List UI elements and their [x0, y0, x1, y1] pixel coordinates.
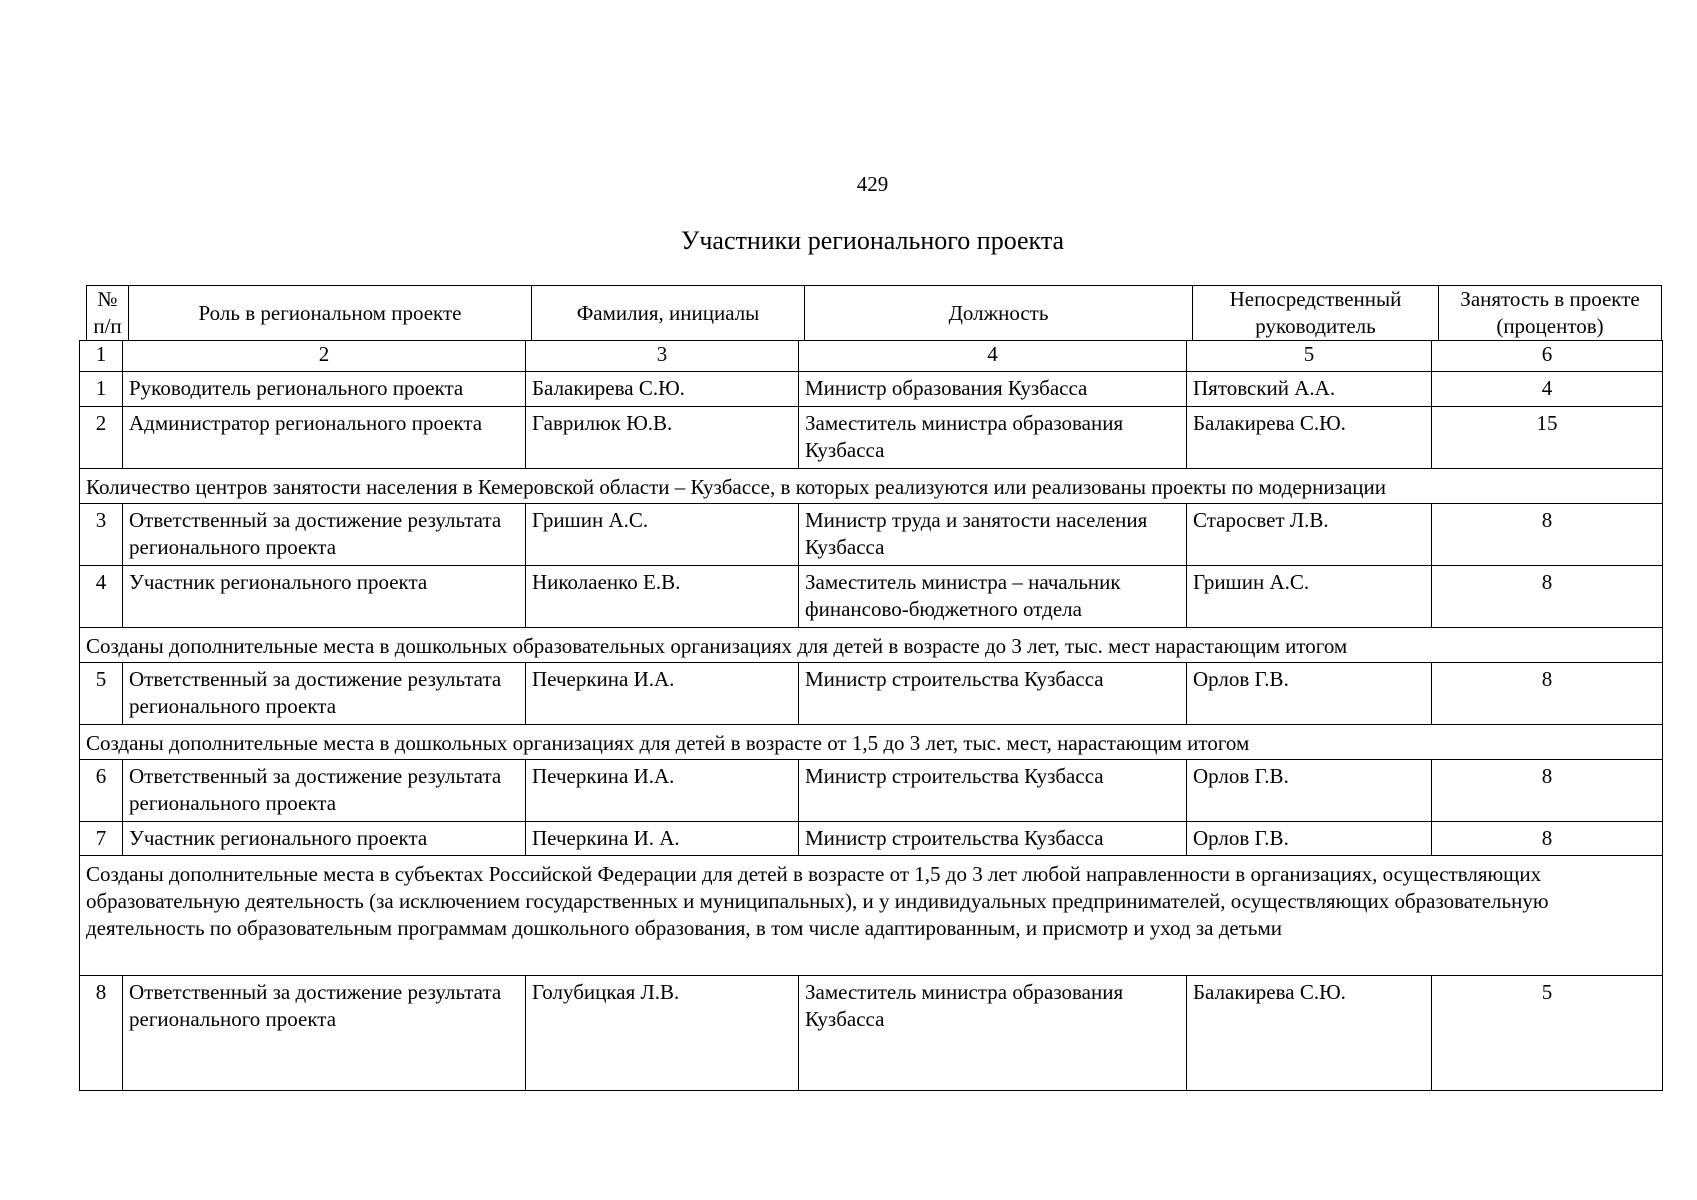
- row-supervisor: Старосвет Л.В.: [1187, 504, 1432, 566]
- table-row: [80, 504, 1663, 566]
- row-employment: 5: [1432, 976, 1663, 1091]
- section-row: [80, 856, 1663, 976]
- row-position: Министр строительства Кузбасса: [799, 760, 1187, 822]
- row-num: 7: [80, 822, 123, 856]
- header-name: Фамилия, инициалы: [532, 286, 805, 341]
- participants-table: [79, 340, 1663, 1091]
- row-position: Министр строительства Кузбасса: [799, 822, 1187, 856]
- row-supervisor: Балакирева С.Ю.: [1187, 976, 1432, 1091]
- row-num: 2: [80, 407, 123, 469]
- row-name: Печеркина И. А.: [526, 822, 799, 856]
- row-supervisor: Гришин А.С.: [1187, 566, 1432, 628]
- header-role: Роль в региональном проекте: [129, 286, 532, 341]
- row-num: 3: [80, 504, 123, 566]
- row-role: Руководитель регионального проекта: [123, 372, 526, 407]
- row-name: Гаврилюк Ю.В.: [526, 407, 799, 469]
- row-position: Заместитель министра образования Кузбасса: [799, 976, 1187, 1091]
- table-row: [80, 822, 1663, 856]
- section-title: Количество центров занятости населения в Кемеровской области – Кузбассе, в которых реализуются или реализованы проекты по модернизации: [80, 469, 1663, 504]
- column-number-row: [80, 341, 1663, 372]
- row-supervisor: Орлов Г.В.: [1187, 822, 1432, 856]
- column-number: 2: [123, 341, 526, 372]
- column-number: 3: [526, 341, 799, 372]
- row-role: Ответственный за достижение результата регионального проекта: [123, 976, 526, 1091]
- row-name: Николаенко Е.В.: [526, 566, 799, 628]
- row-num: 1: [80, 372, 123, 407]
- header-supervisor: Непосредственный руководитель: [1193, 286, 1439, 341]
- row-role: Ответственный за достижение результата регионального проекта: [123, 663, 526, 725]
- column-number: 5: [1187, 341, 1432, 372]
- row-supervisor: Балакирева С.Ю.: [1187, 407, 1432, 469]
- header-num: № п/п: [87, 286, 129, 341]
- section-title: Созданы дополнительные места в субъектах Российской Федерации для детей в возрасте от 1,5 до 3 лет любой направленности в организациях, осуществляющих образовательную деятельность (за исключением государственных и муниципальных), и у индивидуальных предпринимателей, осуществляющих образовательную деятельность по образовательным программам дошкольного образования, в том числе адаптированным, и присмотр и уход за детьми: [80, 856, 1663, 976]
- row-employment: 8: [1432, 504, 1663, 566]
- row-position: Министр труда и занятости населения Кузбасса: [799, 504, 1187, 566]
- table-row: [80, 372, 1663, 407]
- table-row: [80, 976, 1663, 1091]
- row-supervisor: Орлов Г.В.: [1187, 663, 1432, 725]
- row-num: 8: [80, 976, 123, 1091]
- row-employment: 8: [1432, 663, 1663, 725]
- row-employment: 8: [1432, 822, 1663, 856]
- row-num: 5: [80, 663, 123, 725]
- row-position: Министр строительства Кузбасса: [799, 663, 1187, 725]
- row-name: Печеркина И.А.: [526, 760, 799, 822]
- page-number: 429: [856, 172, 889, 196]
- row-name: Печеркина И.А.: [526, 663, 799, 725]
- row-role: Администратор регионального проекта: [123, 407, 526, 469]
- table-row: [80, 663, 1663, 725]
- row-role: Участник регионального проекта: [123, 822, 526, 856]
- row-num: 6: [80, 760, 123, 822]
- table-header: [86, 285, 1662, 341]
- section-row: [80, 628, 1663, 663]
- row-employment: 15: [1432, 407, 1663, 469]
- header-row: [87, 286, 1662, 341]
- column-number: 4: [799, 341, 1187, 372]
- row-position: Заместитель министра – начальник финансово-бюджетного отдела: [799, 566, 1187, 628]
- row-employment: 8: [1432, 760, 1663, 822]
- row-supervisor: Орлов Г.В.: [1187, 760, 1432, 822]
- row-name: Гришин А.С.: [526, 504, 799, 566]
- row-position: Заместитель министра образования Кузбасса: [799, 407, 1187, 469]
- header-employment: Занятость в проекте (процентов): [1439, 286, 1662, 341]
- row-supervisor: Пятовский А.А.: [1187, 372, 1432, 407]
- section-title: Созданы дополнительные места в дошкольных образовательных организациях для детей в возрасте до 3 лет, тыс. мест нарастающим итогом: [80, 628, 1663, 663]
- table-row: [80, 760, 1663, 822]
- table-row: [80, 566, 1663, 628]
- section-title: Созданы дополнительные места в дошкольных организациях для детей в возрасте от 1,5 до 3 лет, тыс. мест, нарастающим итогом: [80, 725, 1663, 760]
- section-row: [80, 469, 1663, 504]
- row-num: 4: [80, 566, 123, 628]
- row-role: Ответственный за достижение результата регионального проекта: [123, 760, 526, 822]
- section-row: [80, 725, 1663, 760]
- row-role: Участник регионального проекта: [123, 566, 526, 628]
- table-row: [80, 407, 1663, 469]
- row-name: Балакирева С.Ю.: [526, 372, 799, 407]
- header-position: Должность: [805, 286, 1193, 341]
- row-employment: 4: [1432, 372, 1663, 407]
- row-position: Министр образования Кузбасса: [799, 372, 1187, 407]
- column-number: 1: [80, 341, 123, 372]
- row-role: Ответственный за достижение результата регионального проекта: [123, 504, 526, 566]
- column-number: 6: [1432, 341, 1663, 372]
- row-employment: 8: [1432, 566, 1663, 628]
- document-title: Участники регионального проекта: [680, 226, 1065, 255]
- row-name: Голубицкая Л.В.: [526, 976, 799, 1091]
